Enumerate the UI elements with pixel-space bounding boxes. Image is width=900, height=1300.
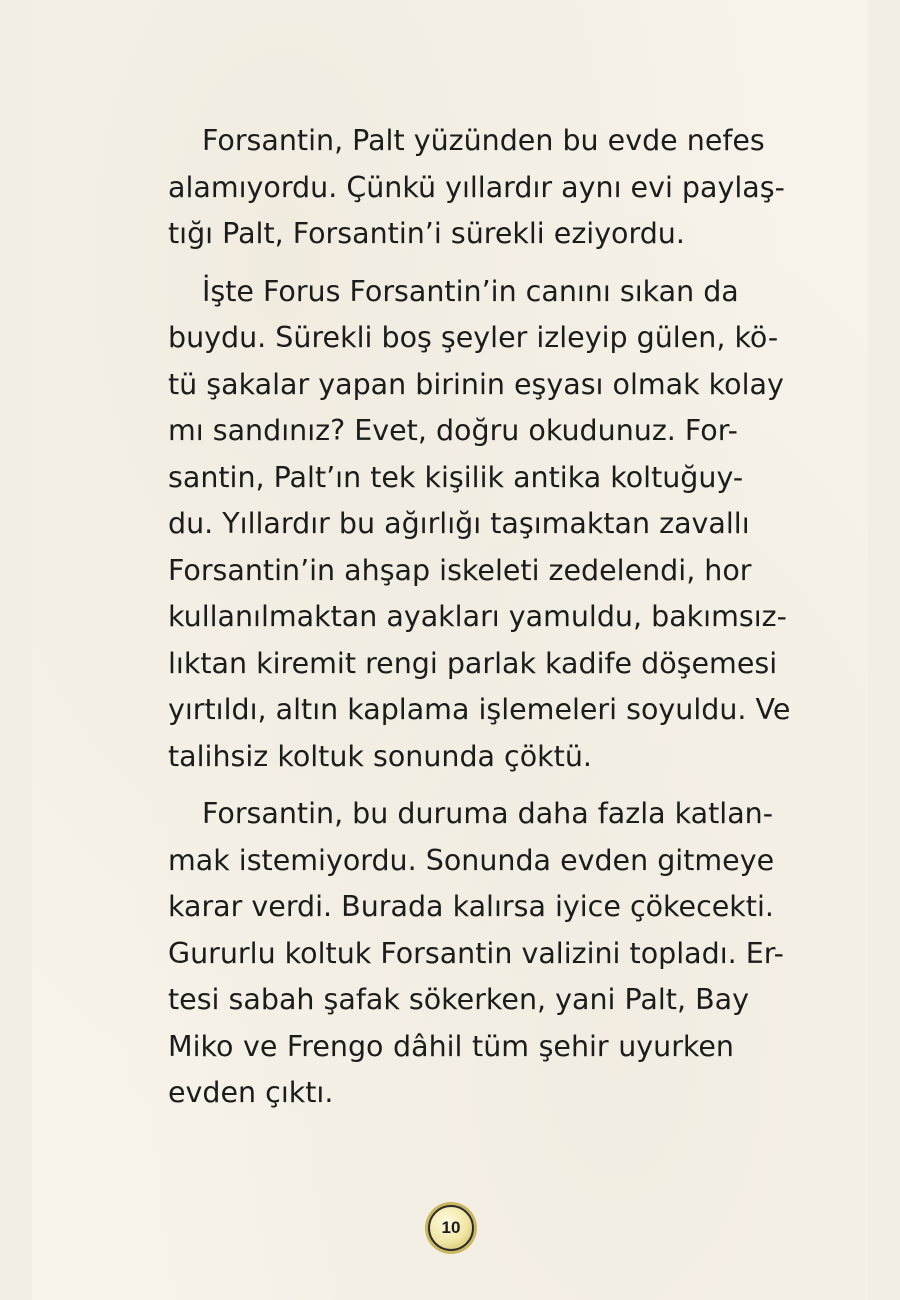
paragraph-2 bbox=[168, 269, 791, 781]
text-line: lıktan kiremit rengi parlak kadife döşemesi bbox=[168, 646, 778, 680]
text-line: santin, Palt’ın tek kişilik antika koltuğuy- bbox=[168, 460, 744, 494]
text-line: mak istemiyordu. Sonunda evden gitmeye bbox=[168, 843, 775, 877]
text-line: alamıyordu. Çünkü yıllardır aynı evi paylaş- bbox=[168, 170, 785, 204]
text-line: Miko ve Frengo dâhil tüm şehir uyurken bbox=[168, 1029, 734, 1063]
text-line: tü şakalar yapan birinin eşyası olmak kolay bbox=[168, 367, 784, 401]
text-line: Forsantin, Palt yüzünden bu evde nefes bbox=[202, 124, 765, 157]
text-line: Forsantin’in ahşap iskeleti zedelendi, hor bbox=[168, 553, 752, 587]
text-line: evden çıktı. bbox=[168, 1076, 334, 1109]
text-line: tesi sabah şafak sökerken, yani Palt, Bay bbox=[168, 983, 749, 1016]
text-line: yırtıldı, altın kaplama işlemeleri soyuldu. Ve bbox=[168, 693, 791, 726]
text-line: du. Yıllardır bu ağırlığı taşımaktan zavallı bbox=[168, 507, 750, 540]
text-line: karar verdi. Burada kalırsa iyice çökecekti. bbox=[168, 890, 774, 923]
text-line: Gururlu koltuk Forsantin valizini topladı. Er- bbox=[168, 936, 784, 970]
text-line: İşte Forus Forsantin’in canını sıkan da bbox=[202, 274, 739, 308]
text-line: Forsantin, bu duruma daha fazla katlan- bbox=[202, 797, 774, 830]
page-number: 10 bbox=[428, 1205, 474, 1251]
text-line: tığı Palt, Forsantin’i sürekli eziyordu. bbox=[168, 217, 685, 250]
text-line: kullanılmaktan ayakları yamuldu, bakımsız- bbox=[168, 600, 787, 633]
body-text bbox=[168, 118, 791, 1128]
paragraph-1 bbox=[168, 118, 785, 258]
paragraph-3 bbox=[168, 791, 784, 1117]
text-line: talihsiz koltuk sonunda çöktü. bbox=[168, 739, 592, 773]
text-line: buydu. Sürekli boş şeyler izleyip gülen, kö- bbox=[168, 321, 779, 354]
text-line: mı sandınız? Evet, doğru okudunuz. For- bbox=[168, 414, 738, 447]
